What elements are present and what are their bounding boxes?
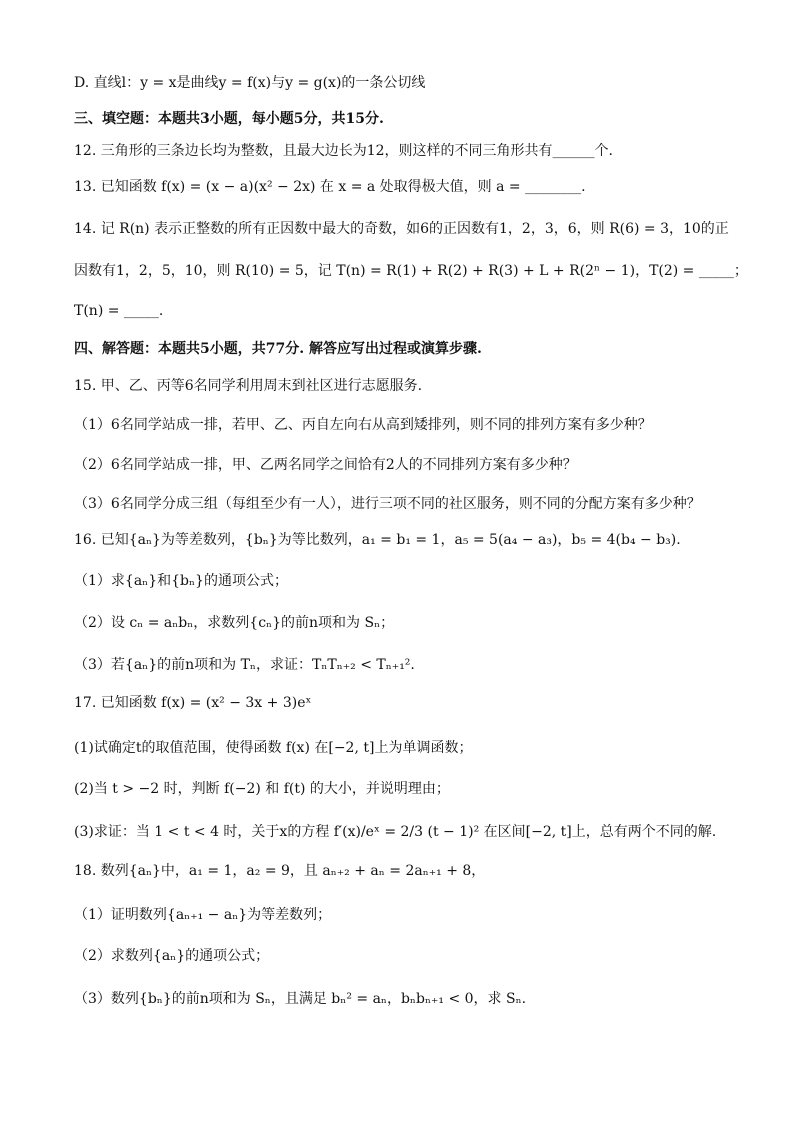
section-fill-blank-heading: 三、填空题：本题共3小题，每小题5分，共15分.	[74, 111, 384, 127]
question-15-part-2: （2）6名同学站成一排，甲、乙两名同学之间恰有2人的不同排列方案有多少种？	[74, 457, 577, 473]
question-18-part-2: （2）求数列{aₙ}的通项公式；	[74, 948, 270, 964]
question-16-part-3: （3）若{aₙ}的前n项和为 Tₙ，求证：TₙTₙ₊₂ < Tₙ₊₁².	[74, 657, 415, 673]
question-17-stem: 17. 已知函数 f(x) = (x² − 3x + 3)eˣ	[74, 695, 312, 711]
question-12: 12. 三角形的三条边长均为整数，且最大边长为12，则这样的不同三角形共有______个.	[74, 143, 613, 159]
question-13: 13. 已知函数 f(x) = (x − a)(x² − 2x) 在 x = a 处取得极大值，则 a = ________.	[74, 179, 586, 195]
question-16-part-2: （2）设 cₙ = aₙbₙ，求数列{cₙ}的前n项和为 Sₙ；	[74, 615, 395, 631]
question-17-part-2: (2)当 t > −2 时，判断 f(−2) 和 f(t) 的大小，并说明理由；	[74, 781, 450, 797]
question-15-stem: 15. 甲、乙、丙等6名同学利用周末到社区进行志愿服务.	[74, 378, 423, 394]
question-16-part-1: （1）求{aₙ}和{bₙ}的通项公式；	[74, 573, 288, 589]
question-17-part-1: (1)试确定t的取值范围，使得函数 f(x) 在[−2, t]上为单调函数；	[74, 740, 473, 756]
question-14-line-2: 因数有1，2，5，10，则 R(10) = 5，记 T(n) = R(1) + R(2) + R(3) + L + R(2ⁿ − 1)，T(2) = _____；	[74, 263, 748, 279]
question-15-part-3: （3）6名同学分成三组（每组至少有一人），进行三项不同的社区服务，则不同的分配方案有多少种？	[74, 496, 701, 512]
question-14-line-3: T(n) = _____.	[74, 303, 164, 319]
question-18-stem: 18. 数列{aₙ}中，a₁ = 1，a₂ = 9，且 aₙ₊₂ + aₙ = 2aₙ₊₁ + 8，	[74, 863, 486, 879]
question-15-part-1: （1）6名同学站成一排，若甲、乙、丙自左向右从高到矮排列，则不同的排列方案有多少种？	[74, 417, 652, 433]
question-16-stem: 16. 已知{aₙ}为等差数列，{bₙ}为等比数列，a₁ = b₁ = 1，a₅ = 5(a₄ − a₃)，b₅ = 4(b₄ − b₃).	[74, 532, 681, 548]
section-answer-heading: 四、解答题：本题共5小题，共77分. 解答应写出过程或演算步骤.	[74, 341, 482, 357]
question-17-part-3: (3)求证：当 1 < t < 4 时，关于x的方程 f′(x)/eˣ = 2/3 (t − 1)² 在区间[−2, t]上，总有两个不同的解.	[74, 824, 717, 840]
question-14-line-1: 14. 记 R(n) 表示正整数的所有正因数中最大的奇数，如6的正因数有1，2，3，6，则 R(6) = 3，10的正	[74, 221, 729, 237]
option-d-line: D. 直线l：y = x是曲线y = f(x)与y = g(x)的一条公切线	[74, 75, 426, 91]
question-18-part-1: （1）证明数列{aₙ₊₁ − aₙ}为等差数列；	[74, 907, 332, 923]
question-18-part-3: （3）数列{bₙ}的前n项和为 Sₙ，且满足 bₙ² = aₙ，bₙbₙ₊₁ < 0，求 Sₙ.	[74, 991, 527, 1007]
